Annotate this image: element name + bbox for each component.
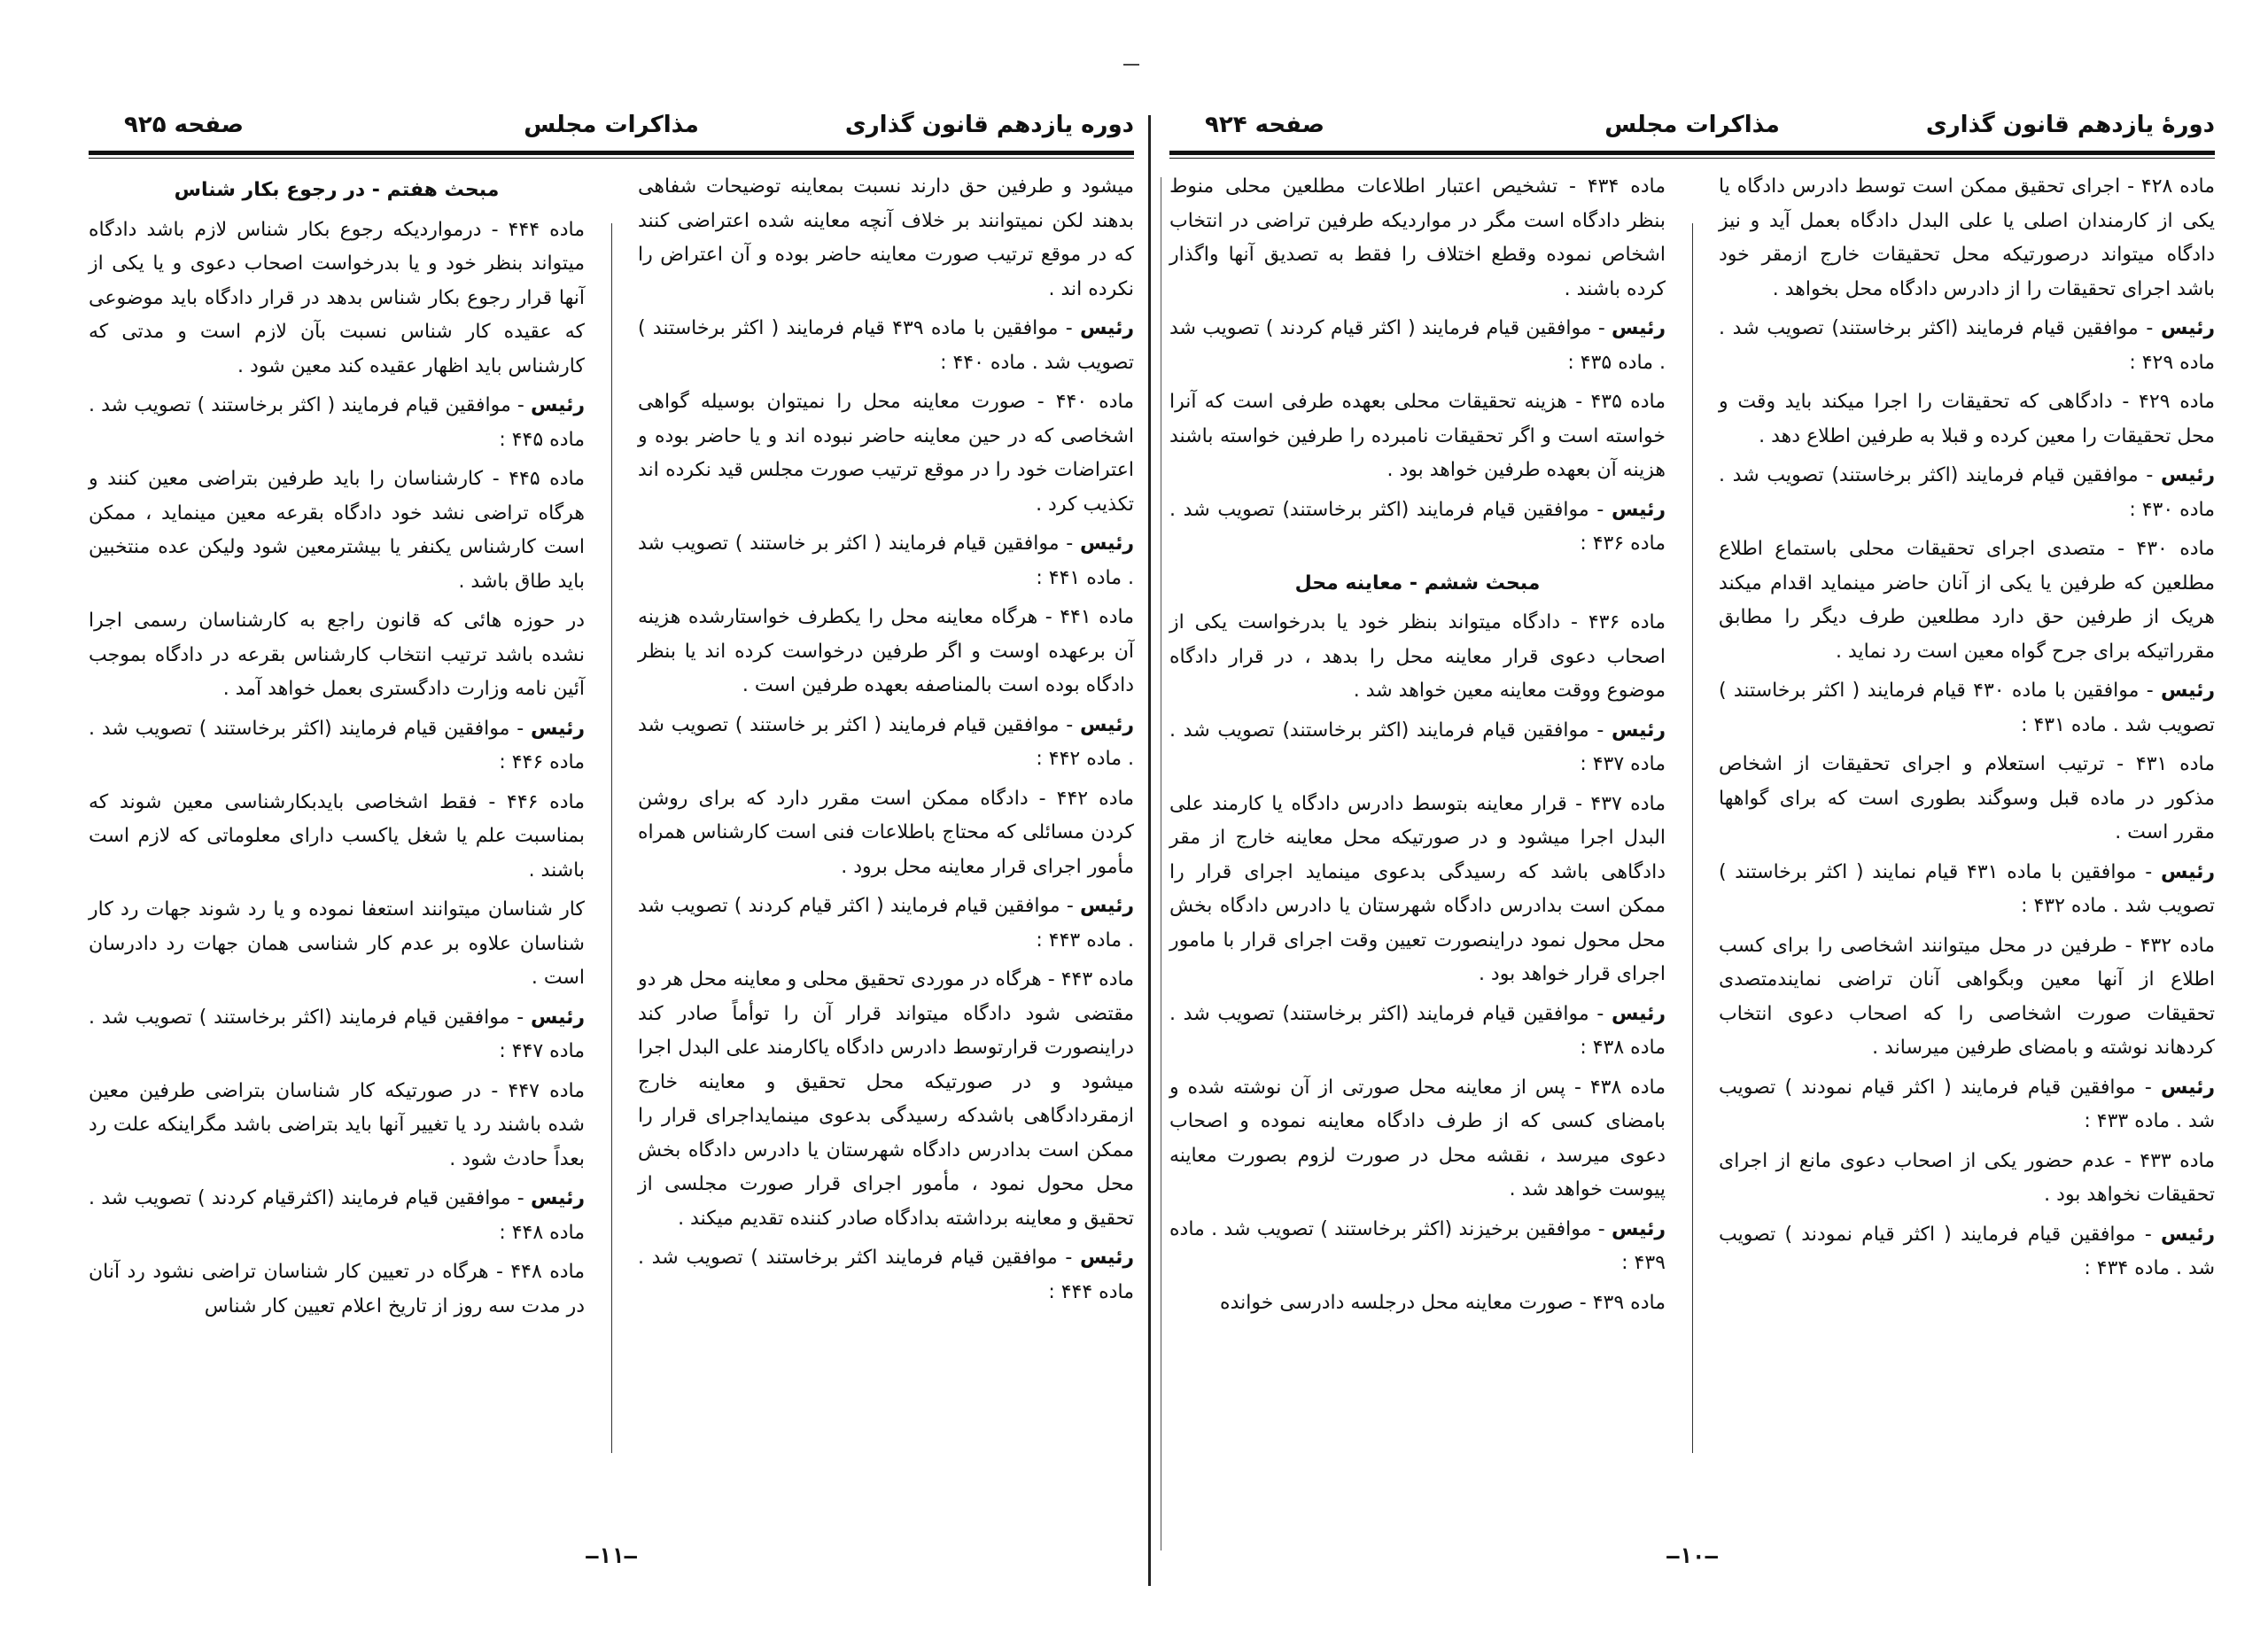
vote-record bbox=[89, 712, 585, 781]
column-right bbox=[638, 170, 1134, 1315]
section-heading: مبحث ششم - معاینه محل bbox=[1294, 571, 1541, 595]
vote-text: - موافقین قیام فرمایند (اکثر برخاستند) تصویب شد . ماده ۴۳۰ : bbox=[1719, 464, 2215, 521]
section-heading: مبحث هفتم - در رجوع بکار شناس bbox=[174, 179, 500, 201]
top-margin-mark bbox=[1123, 64, 1139, 66]
speaker-label: رئیس bbox=[530, 1187, 585, 1209]
text-columns bbox=[1169, 170, 2215, 1515]
article-paragraph: ماده ۴۳۹ - صورت معاینه محل درجلسه دادرسی خوانده bbox=[1220, 1291, 1666, 1314]
vote-record bbox=[638, 527, 1134, 595]
vote-text: - موافقین برخیزند (اکثر برخاستند ) تصویب شد . ماده ۴۳۹ : bbox=[1169, 1217, 1666, 1274]
speaker-label: رئیس bbox=[1079, 713, 1134, 736]
vote-record bbox=[1169, 998, 1666, 1066]
article-paragraph: ماده ۴۳۲ - طرفین در محل میتوانند اشخاصی را برای کسب اطلاع از آنها معین وبگواهی آنان تراضی نمایندمتصدی تحقیقات صورت اشخاصی را که اصحاب دعوی انتخاب کردهاند نوشته و بامضای طرفین میرساند . bbox=[1719, 934, 2216, 1059]
speaker-label: رئیس bbox=[530, 394, 585, 416]
page-header bbox=[89, 106, 1134, 156]
speaker-label: رئیس bbox=[530, 1006, 585, 1029]
vote-record bbox=[89, 1182, 585, 1250]
vote-record bbox=[1719, 312, 2215, 380]
vote-text: - موافقین با ماده ۴۳۰ قیام فرمایند ( اکثر برخاستند ) تصویب شد . ماده ۴۳۱ : bbox=[1719, 680, 2215, 736]
vote-text: - موافقین قیام فرمایند ( اکثر بر خاستند ) تصویب شد . ماده ۴۴۱ : bbox=[638, 532, 1134, 589]
vote-record bbox=[638, 709, 1134, 777]
vote-text: - موافقین قیام فرمایند اکثر برخاستند ) تصویب شد . ماده ۴۴۴ : bbox=[638, 1247, 1134, 1303]
vote-text: - موافقین قیام فرمایند (اکثر برخاستند ) تصویب شد . ماده ۴۴۷ : bbox=[89, 1006, 585, 1062]
vote-record bbox=[89, 1001, 585, 1069]
header-rule-thin bbox=[1169, 158, 2215, 159]
vote-text: - موافقین قیام فرمایند (اکثرقیام کردند ) تصویب شد . ماده ۴۴۸ : bbox=[89, 1187, 585, 1244]
header-session: دوره یازدهم قانون گذاری bbox=[844, 112, 1134, 138]
vote-record bbox=[1719, 856, 2215, 924]
speaker-label: رئیس bbox=[2160, 1076, 2215, 1099]
article-paragraph: ماده ۴۳۱ - ترتیب استعلام و اجرای تحقیقات از اشخاص مذکور در ماده قبل وسوگند بطوری است که برای گواهها مقرر است . bbox=[1719, 753, 2215, 843]
article-paragraph: ماده ۴۴۲ - دادگاه ممکن است مقرر دارد که برای روشن کردن مسائلی که محتاج باطلاعات فنی است کارشناس همراه مأمور اجرای قرار معاینه محل برود . bbox=[638, 787, 1134, 878]
vote-text: - موافقین قیام فرمایند ( اکثر قیام نمودند ) تصویب شد . ماده ۴۳۳ : bbox=[1719, 1076, 2215, 1132]
vote-text: - موافقین قیام فرمایند ( اکثر قیام کردند ) تصویب شد . ماده ۴۴۳ : bbox=[638, 895, 1134, 952]
vote-text: - موافقین با ماده ۴۳۹ قیام فرمایند ( اکثر برخاستند ) تصویب شد . ماده ۴۴۰ : bbox=[638, 317, 1134, 374]
speaker-label: رئیس bbox=[2160, 860, 2215, 883]
article-paragraph: ماده ۴۴۴ - درمواردیکه رجوع بکار شناس لازم باشد دادگاه میتواند بنظر خود و یا بدرخواست اصحاب دعوی و یا یکی از آنها قرار رجوع بکار شناس بدهد در قرار دادگاه باید موضوعی که عقیده کار شناس نسبت بآن لازم است و مدتی که کارشناس باید اظهار عقیده کند معین شود . bbox=[89, 218, 585, 377]
speaker-label: رئیس bbox=[1079, 895, 1134, 917]
column-left bbox=[89, 170, 585, 1329]
speaker-label: رئیس bbox=[1079, 532, 1134, 555]
speaker-label: رئیس bbox=[530, 717, 585, 740]
vote-record bbox=[1719, 459, 2215, 527]
speaker-label: رئیس bbox=[2160, 464, 2215, 486]
speaker-label: رئیس bbox=[1079, 1247, 1134, 1269]
vote-text: - موافقین قیام فرمایند (اکثر برخاستند) تصویب شد . ماده ۴۳۶ : bbox=[1169, 498, 1666, 555]
speaker-label: رئیس bbox=[2160, 680, 2215, 702]
article-paragraph: ماده ۴۴۱ - هرگاه معاینه محل را یکطرف خواستارشده هزینه آن برعهده اوست و اگر طرفین درخواست کرده اند یا بنظر دادگاه بوده است بالمناصفه بعهده طرفین است . bbox=[638, 606, 1134, 696]
vote-record bbox=[638, 890, 1134, 958]
vote-text: - موافقین قیام فرمایند ( اکثر قیام نمودند ) تصویب شد . ماده ۴۳۴ : bbox=[1719, 1223, 2215, 1279]
vote-record bbox=[1169, 493, 1666, 562]
speaker-label: رئیس bbox=[1611, 719, 1666, 742]
article-paragraph: ماده ۴۴۰ - صورت معاینه محل را نمیتوان بوسیله گواهی اشخاصی که در حین معاینه حاضر نبوده اند و یا حاضر بوده و اعتراضات خود را در موقع ترتیب صورت مجلس قید نکرده اند تکذیب کرد . bbox=[638, 391, 1134, 516]
vote-text: - موافقین قیام فرمایند (اکثر برخاستند) تصویب شد . ماده ۴۳۷ : bbox=[1169, 719, 1666, 775]
header-rule-thin bbox=[89, 158, 1134, 159]
column-left bbox=[1169, 170, 1666, 1325]
book-gutter bbox=[1148, 115, 1151, 1586]
article-paragraph: میشود و طرفین حق دارند نسبت بمعاینه توضیحات شفاهی بدهند لکن نمیتوانند بر خلاف آنچه معاینه شده اعتراضی کنند که در موقع ترتیب صورت معاینه حاضر بوده و آن اعتراض را نکرده اند . bbox=[638, 175, 1134, 300]
article-paragraph: ماده ۴۳۰ - متصدی اجرای تحقیقات محلی باستماع اطلاع مطلعین که طرفین یا یکی از آنان حاضر مینماید اقدام میکند هریک از طرفین حق دارد مطلعین طرف دیگر را مطابق مقرراتیکه برای جرح گواه معین است رد نماید . bbox=[1719, 538, 2216, 663]
vote-text: - موافقین قیام فرمایند ( اکثر قیام کردند ) تصویب شد . ماده ۴۳۵ : bbox=[1169, 317, 1666, 374]
vote-record bbox=[1719, 674, 2215, 742]
article-paragraph: ماده ۴۳۳ - عدم حضور یکی از اصحاب دعوی مانع از اجرای تحقیقات نخواهد بود . bbox=[1719, 1149, 2215, 1206]
vote-record bbox=[1719, 1218, 2215, 1286]
column-right bbox=[1719, 170, 2215, 1292]
speaker-label: رئیس bbox=[1611, 317, 1666, 339]
article-paragraph: ماده ۴۴۷ - در صورتیکه کار شناسان بتراضی طرفین معین شده باشند رد یا تغییر آنها باید بتراضی باشد مگراینکه علت رد بعداً حادث شود . bbox=[89, 1079, 585, 1170]
header-title: مذاکرات مجلس bbox=[1604, 112, 1780, 138]
article-paragraph: ماده ۴۳۷ - قرار معاینه بتوسط دادرس دادگاه یا کارمند علی البدل اجرا میشود و در صورتیکه محل معاینه خارج از مقر دادگاهی باشد که رسیدگی بدعوی مینماید اجرای قرار را ممکن است بدادرس دادگاه شهرستان یا دادرس دادگاه بخش محل محول نمود دراینصورت تعیین وقت اجرای قرار با مامور اجرای قرار خواهد بود . bbox=[1169, 792, 1666, 985]
column-divider bbox=[1692, 223, 1693, 1453]
page-folio: —۱۰— bbox=[1666, 1543, 1718, 1568]
vote-text: - موافقین قیام فرمایند (اکثر برخاستند) تصویب شد . ماده ۴۳۸ : bbox=[1169, 1002, 1666, 1059]
article-paragraph: ماده ۴۲۹ - دادگاهی که تحقیقات را اجرا میکند باید وقت و محل تحقیقات را معین کرده و قبلا به طرفین اطلاع دهد . bbox=[1719, 391, 2215, 447]
vote-text: - موافقین قیام فرمایند (اکثر برخاستند) تصویب شد . ماده ۴۲۹ : bbox=[1719, 317, 2215, 374]
article-paragraph: ماده ۴۳۵ - هزینه تحقیقات محلی بعهده طرفی است که آنرا خواسته است و اگر تحقیقات نامبرده را طرفین خواسته باشند هزینه آن بعهده طرفین خواهد بود . bbox=[1169, 391, 1666, 481]
header-title: مذاکرات مجلس bbox=[524, 112, 699, 138]
page-folio: —۱۱— bbox=[586, 1543, 637, 1568]
page-header bbox=[1169, 106, 2215, 156]
vote-record bbox=[1169, 714, 1666, 782]
header-page-number: صفحه ۹۲۴ bbox=[1205, 112, 1325, 138]
header-session: دورهٔ یازدهم قانون گذاری bbox=[1925, 112, 2215, 138]
vote-text: - موافقین قیام فرمایند (اکثر برخاستند ) تصویب شد . ماده ۴۴۶ : bbox=[89, 717, 585, 773]
vote-text: - موافقین با ماده ۴۳۱ قیام نمایند ( اکثر برخاستند ) تصویب شد . ماده ۴۳۲ : bbox=[1719, 860, 2215, 917]
speaker-label: رئیس bbox=[1611, 498, 1666, 521]
column-divider bbox=[611, 223, 612, 1453]
speaker-label: رئیس bbox=[2160, 1223, 2215, 1246]
speaker-label: رئیس bbox=[1611, 1002, 1666, 1025]
header-page-number: صفحه ۹۲۵ bbox=[124, 112, 245, 138]
header-rule-thick bbox=[89, 151, 1134, 155]
article-paragraph: ماده ۴۳۴ - تشخیص اعتبار اطلاعات مطلعین محلی منوط بنظر دادگاه است مگر در مواردیکه طرفین تراضی در انتخاب اشخاص نموده وقطع اختلاف را فقط به تصدیق آنها واگذار کرده باشند . bbox=[1169, 175, 1666, 300]
page-924 bbox=[1169, 106, 2215, 1568]
vote-record bbox=[89, 389, 585, 457]
vote-record bbox=[638, 312, 1134, 380]
text-columns bbox=[89, 170, 1134, 1515]
vote-text: - موافقین قیام فرمایند ( اکثر بر خاستند ) تصویب شد . ماده ۴۴۲ : bbox=[638, 713, 1134, 770]
speaker-label: رئیس bbox=[1611, 1217, 1666, 1240]
article-paragraph: ماده ۴۳۸ - پس از معاینه محل صورتی از آن نوشته شده و بامضای کسی که از طرف دادگاه معاینه نموده و اصحاب دعوی میرسد ، نقشه محل در صورت لزوم بصورت معاینه پیوست خواهد شد . bbox=[1169, 1076, 1666, 1201]
vote-record bbox=[638, 1241, 1134, 1309]
vote-record bbox=[1169, 312, 1666, 380]
article-paragraph: ماده ۴۴۸ - هرگاه در تعیین کار شناسان تراضی نشود رد آنان در مدت سه روز از تاریخ اعلام تعیین کار شناس bbox=[89, 1261, 585, 1317]
article-paragraph: در حوزه هائی که قانون راجع به کارشناسان رسمی اجرا نشده باشد ترتیب انتخاب کارشناس بقرعه در دادگاه بموجب آئین نامه وزارت دادگستری بعمل خواهد آمد . bbox=[89, 610, 585, 700]
article-paragraph: ماده ۴۴۳ - هرگاه در موردی تحقیق محلی و معاینه محل هر دو مقتضی شود دادگاه میتواند قرار آن را توأماً صادر کند دراینصورت قرارتوسط دادرس دادگاه یاکارمند علی البدل اجرا میشود و در صورتیکه محل تحقیق و معاینه خارج ازمقردادگاهی باشدکه رسیدگی بدعوی مینمایداجرای قرار را ممکن است بدادرس دادگاه شهرستان یا دادرس دادگاه بخش محل محول نمود ، مأمور اجرای قرار صورت مجلسی از تحقیق و معاینه برداشته بدادگاه صادر کننده تقدیم میکند . bbox=[638, 968, 1134, 1230]
article-paragraph: ماده ۴۴۶ - فقط اشخاصی بایدبکارشناسی معین شوند که بمناسبت علم یا شغل یاکسب دارای معلوماتی که لازم است باشند . bbox=[89, 790, 585, 882]
article-paragraph: ماده ۴۳۶ - دادگاه میتواند بنظر خود یا بدرخواست یکی از اصحاب دعوی قرار معاینه محل را بدهد ، در قرار دادگاه موضوع ووقت معاینه معین خواهد شد . bbox=[1169, 611, 1666, 702]
article-paragraph: ماده ۴۲۸ - اجرای تحقیق ممکن است توسط دادرس دادگاه یا یکی از کارمندان اصلی یا علی البدل دادگاه بعمل آید و نیز دادگاه میتواند درصورتیکه محل تحقیقات خارج ازمقر خود باشد اجرای تحقیقات را از دادرس دادگاه محل بخواهد . bbox=[1719, 175, 2215, 300]
speaker-label: رئیس bbox=[2160, 317, 2215, 339]
vote-text: - موافقین قیام فرمایند ( اکثر برخاستند ) تصویب شد . ماده ۴۴۵ : bbox=[89, 394, 585, 451]
vote-record bbox=[1169, 1213, 1666, 1281]
speaker-label: رئیس bbox=[1079, 317, 1134, 339]
header-rule-thick bbox=[1169, 151, 2215, 155]
vote-record bbox=[1719, 1071, 2215, 1139]
article-paragraph: کار شناسان میتوانند استعفا نموده و یا رد شوند جهات رد کار شناسان علاوه بر عدم کار شناسی همان جهات رد دادرسان است . bbox=[89, 898, 585, 989]
article-paragraph: ماده ۴۴۵ - کارشناسان را باید طرفین بتراضی معین کنند و هرگاه تراضی نشد خود دادگاه بقرعه معین مینماید ، ممکن است کارشناس یکنفر یا بیشترمعین شود ولیکن عده منتخبین باید طاق باشد . bbox=[89, 468, 585, 593]
page-925 bbox=[89, 106, 1134, 1568]
